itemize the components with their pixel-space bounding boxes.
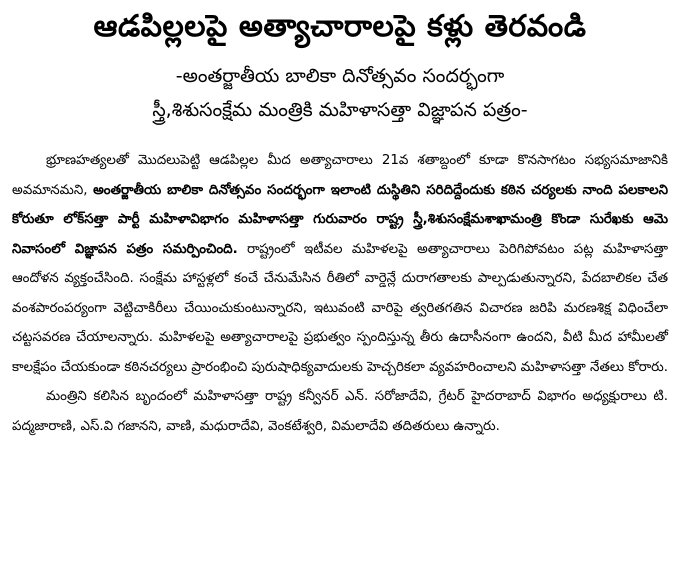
headline: ఆడపిల్లలపై అత్యాచారాలపై కళ్లు తెరవండి — [93, 9, 587, 44]
subheading-memorandum: స్త్రీ,శిశుసంక్షేమ మంత్రికి మహిళాసత్తా విజ్ఞాపన పత్రం- — [152, 99, 528, 121]
article-body — [12, 146, 668, 441]
paragraph-delegation — [12, 382, 668, 441]
paragraph-main-highlight: అంతర్జాతీయ బాలికా దినోత్సవం సందర్భంగా ఇలాంటి దుస్థితిని సరిదిద్దేందుకు కఠిన చర్యలకు నాంది పలకాలని కోరుతూ లోక్‌సత్తా పార్టీ మహిళావిభాగం మహిళాసత్తా గురువారం రాష్ట్ర స్త్రీ,శిశుసంక్షేమశాఖామంత్రి కొండా సురేఖకు ఆమె నివాసంలో విజ్ఞాపన పత్రం సమర్పించింది. — [12, 182, 669, 257]
paragraph-main-lead: భ్రూణహత్యలతో మొదలుపెట్టి ఆడపిల్లల మీద అత్యాచారాలు 21వ శతాబ్దంలో కూడా కొనసాగటం సభ్యసమాజానికి అవమానమని, — [12, 153, 668, 198]
paragraph-delegation-text: మంత్రిని కలిసిన బృందంలో మహిళాసత్తా రాష్ట్ర కన్వీనర్ ఎన్. సరోజాదేవి, గ్రేటర్ హైదరాబాద్ విభాగం అధ్యక్షురాలు టి. పద్మజారాణి, ఎస్.వి గజానని, వాణి, మధురాదేవి, వెంకటేశ్వరి, విమలాదేవి తదితరులు ఉన్నారు. — [12, 389, 668, 434]
paragraph-main — [12, 146, 668, 382]
subheading-occasion: -అంతర్జాతీయ బాలికా దినోత్సవం సందర్భంగా — [175, 65, 505, 87]
paragraph-main-tail: రాష్ట్రంలో ఇటీవల మహిళలపై అత్యాచారాలు పెరిగిపోవటం పట్ల మహిళాసత్తా ఆందోళన వ్యక్తంచేసింది. సంక్షేమ హాస్టళ్లలో కంచే చేనుమేసిన రీతిలో వార్డెన్లే దురాగతాలకు పాల్పడుతున్నారని, పేదబాలికల చేత వంశపారంపర్యంగా వెట్టిచాకిరీలు చేయించుకుంటున్నారని, ఇటువంటి వారిపై త్వరితగతిన విచారణ జరిపి మరణశిక్ష విధించేలా చట్టసవరణ చేయాలన్నారు. మహిళలపై అత్యాచారాలపై ప్రభుత్వం స్పందిస్తున్న తీరు ఉదాసీనంగా ఉందని, వీటి మీద హామీలతో కాలక్షేపం చేయకుండా కఠినచర్యలు ప్రారంభించి పురుషాధిక్యవాదులకు హెచ్చరికలా వ్యవహరించాలని మహిళాసత్తా నేతలు కోరారు. — [12, 241, 668, 375]
